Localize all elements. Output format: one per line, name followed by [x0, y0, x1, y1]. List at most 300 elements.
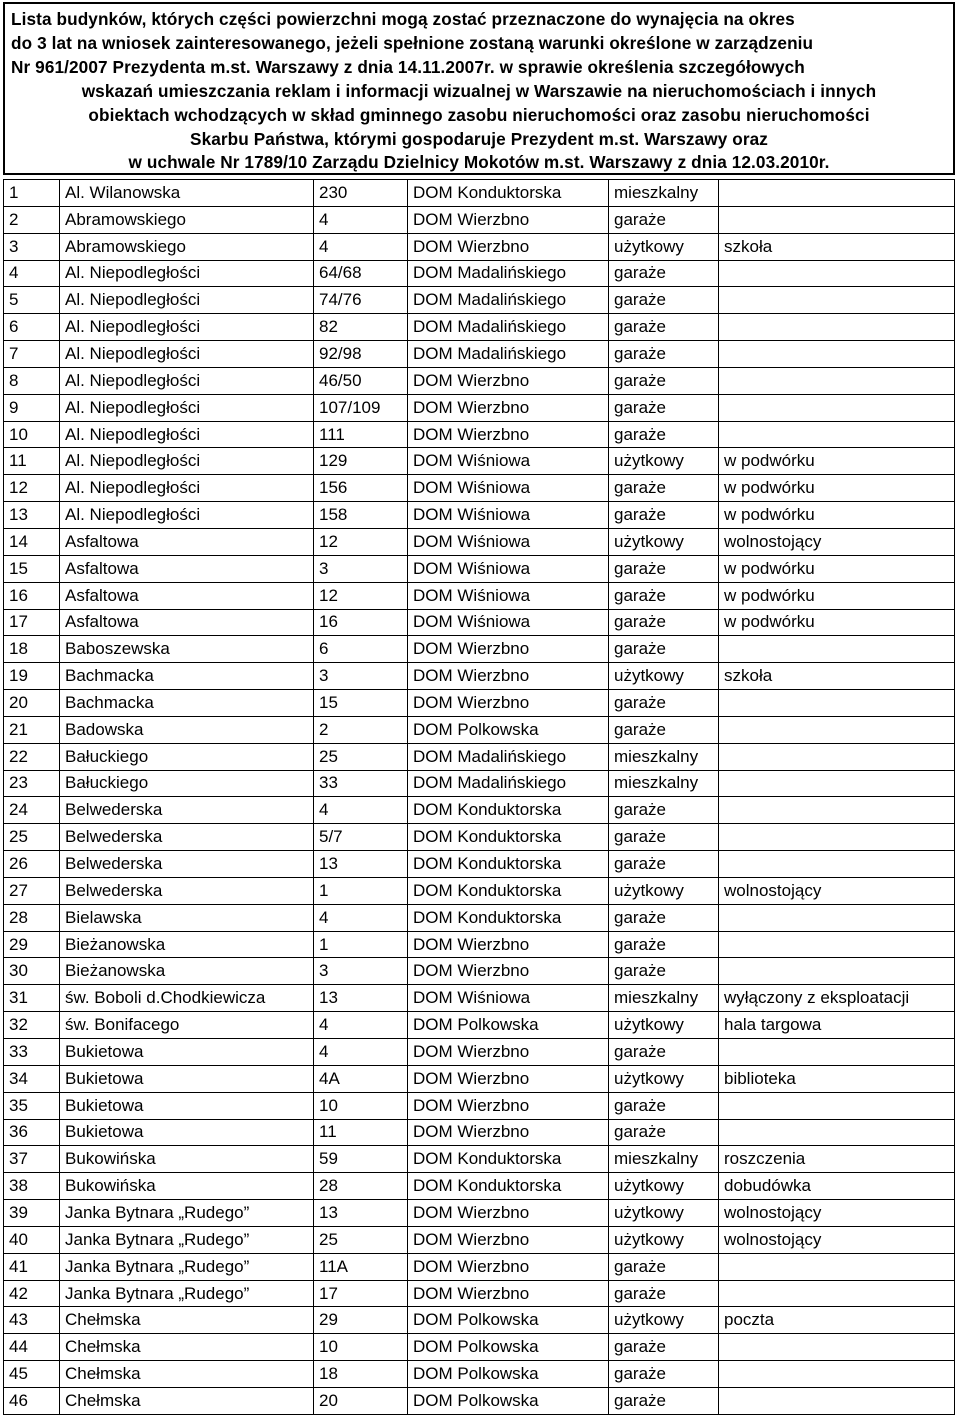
building-number-cell: 6	[314, 636, 408, 663]
table-row	[4, 475, 955, 502]
building-number-cell: 15	[314, 690, 408, 717]
building-type-cell: mieszkalny	[609, 743, 719, 770]
building-type-cell: mieszkalny	[609, 180, 719, 207]
remarks-cell	[719, 797, 955, 824]
table-row	[4, 636, 955, 663]
street-name-cell: Asfaltowa	[60, 555, 314, 582]
remarks-cell	[719, 367, 955, 394]
building-number-cell: 12	[314, 528, 408, 555]
row-number-cell: 42	[4, 1280, 60, 1307]
remarks-cell: w podwórku	[719, 448, 955, 475]
row-number-cell: 32	[4, 1012, 60, 1039]
remarks-cell	[719, 1253, 955, 1280]
building-number-cell: 156	[314, 475, 408, 502]
remarks-cell	[719, 421, 955, 448]
dom-unit-cell: DOM Polkowska	[408, 1361, 609, 1388]
street-name-cell: Bukowińska	[60, 1146, 314, 1173]
dom-unit-cell: DOM Wiśniowa	[408, 985, 609, 1012]
street-name-cell: Al. Niepodległości	[60, 421, 314, 448]
dom-unit-cell: DOM Wiśniowa	[408, 528, 609, 555]
remarks-cell: w podwórku	[719, 502, 955, 529]
row-number-cell: 34	[4, 1065, 60, 1092]
building-type-cell: garaże	[609, 851, 719, 878]
table-row	[4, 743, 955, 770]
dom-unit-cell: DOM Polkowska	[408, 1334, 609, 1361]
building-number-cell: 59	[314, 1146, 408, 1173]
building-type-cell: garaże	[609, 582, 719, 609]
table-row	[4, 904, 955, 931]
building-type-cell: użytkowy	[609, 448, 719, 475]
dom-unit-cell: DOM Madalińskiego	[408, 770, 609, 797]
dom-unit-cell: DOM Madalińskiego	[408, 314, 609, 341]
building-type-cell: użytkowy	[609, 663, 719, 690]
row-number-cell: 28	[4, 904, 60, 931]
street-name-cell: Belwederska	[60, 851, 314, 878]
street-name-cell: Janka Bytnara „Rudego”	[60, 1253, 314, 1280]
table-row	[4, 180, 955, 207]
street-name-cell: Bachmacka	[60, 690, 314, 717]
table-row	[4, 877, 955, 904]
row-number-cell: 35	[4, 1092, 60, 1119]
building-type-cell: garaże	[609, 260, 719, 287]
remarks-cell	[719, 1119, 955, 1146]
table-row	[4, 1334, 955, 1361]
building-number-cell: 13	[314, 985, 408, 1012]
building-number-cell: 25	[314, 1226, 408, 1253]
street-name-cell: Chełmska	[60, 1307, 314, 1334]
document-page	[3, 2, 955, 1415]
building-type-cell: garaże	[609, 314, 719, 341]
building-type-cell: garaże	[609, 555, 719, 582]
building-type-cell: mieszkalny	[609, 1146, 719, 1173]
building-number-cell: 2	[314, 716, 408, 743]
remarks-cell	[719, 770, 955, 797]
building-number-cell: 17	[314, 1280, 408, 1307]
table-row	[4, 1065, 955, 1092]
row-number-cell: 19	[4, 663, 60, 690]
dom-unit-cell: DOM Wiśniowa	[408, 448, 609, 475]
building-type-cell: garaże	[609, 502, 719, 529]
building-number-cell: 3	[314, 958, 408, 985]
table-row	[4, 233, 955, 260]
remarks-cell: wolnostojący	[719, 528, 955, 555]
remarks-cell	[719, 716, 955, 743]
dom-unit-cell: DOM Madalińskiego	[408, 743, 609, 770]
row-number-cell: 43	[4, 1307, 60, 1334]
row-number-cell: 15	[4, 555, 60, 582]
street-name-cell: Al. Niepodległości	[60, 260, 314, 287]
dom-unit-cell: DOM Konduktorska	[408, 1173, 609, 1200]
building-number-cell: 82	[314, 314, 408, 341]
dom-unit-cell: DOM Konduktorska	[408, 1146, 609, 1173]
building-number-cell: 10	[314, 1092, 408, 1119]
remarks-cell: w podwórku	[719, 555, 955, 582]
dom-unit-cell: DOM Madalińskiego	[408, 260, 609, 287]
remarks-cell	[719, 394, 955, 421]
table-row	[4, 582, 955, 609]
table-row	[4, 1200, 955, 1227]
table-row	[4, 609, 955, 636]
table-row	[4, 770, 955, 797]
building-type-cell: garaże	[609, 958, 719, 985]
dom-unit-cell: DOM Polkowska	[408, 1307, 609, 1334]
remarks-cell: roszczenia	[719, 1146, 955, 1173]
remarks-cell	[719, 1092, 955, 1119]
table-row	[4, 287, 955, 314]
remarks-cell	[719, 1039, 955, 1066]
header-line: w uchwale Nr 1789/10 Zarządu Dzielnicy Mokotów m.st. Warszawy z dnia 12.03.2010r.	[128, 152, 830, 173]
remarks-cell: biblioteka	[719, 1065, 955, 1092]
building-number-cell: 18	[314, 1361, 408, 1388]
dom-unit-cell: DOM Wierzbno	[408, 394, 609, 421]
row-number-cell: 17	[4, 609, 60, 636]
row-number-cell: 20	[4, 690, 60, 717]
row-number-cell: 24	[4, 797, 60, 824]
table-row	[4, 851, 955, 878]
row-number-cell: 25	[4, 824, 60, 851]
header-line: Nr 961/2007 Prezydenta m.st. Warszawy z dnia 14.11.2007r. w sprawie określenia szczegółowych	[11, 56, 805, 77]
document-header	[3, 2, 955, 175]
table-row	[4, 421, 955, 448]
building-type-cell: mieszkalny	[609, 770, 719, 797]
remarks-cell: szkoła	[719, 663, 955, 690]
table-row	[4, 1361, 955, 1388]
street-name-cell: Al. Niepodległości	[60, 367, 314, 394]
row-number-cell: 18	[4, 636, 60, 663]
row-number-cell: 29	[4, 931, 60, 958]
building-type-cell: garaże	[609, 287, 719, 314]
remarks-cell: w podwórku	[719, 609, 955, 636]
dom-unit-cell: DOM Wierzbno	[408, 421, 609, 448]
table-row	[4, 1226, 955, 1253]
building-type-cell: użytkowy	[609, 1012, 719, 1039]
row-number-cell: 3	[4, 233, 60, 260]
street-name-cell: Belwederska	[60, 824, 314, 851]
table-row	[4, 824, 955, 851]
building-type-cell: garaże	[609, 367, 719, 394]
row-number-cell: 41	[4, 1253, 60, 1280]
table-row	[4, 690, 955, 717]
remarks-cell: wolnostojący	[719, 1200, 955, 1227]
table-row	[4, 555, 955, 582]
row-number-cell: 5	[4, 287, 60, 314]
building-number-cell: 13	[314, 1200, 408, 1227]
building-type-cell: użytkowy	[609, 1226, 719, 1253]
remarks-cell: w podwórku	[719, 582, 955, 609]
building-number-cell: 29	[314, 1307, 408, 1334]
street-name-cell: św. Boboli d.Chodkiewicza	[60, 985, 314, 1012]
row-number-cell: 40	[4, 1226, 60, 1253]
dom-unit-cell: DOM Wierzbno	[408, 233, 609, 260]
dom-unit-cell: DOM Wiśniowa	[408, 609, 609, 636]
building-type-cell: użytkowy	[609, 1200, 719, 1227]
street-name-cell: Asfaltowa	[60, 528, 314, 555]
street-name-cell: Janka Bytnara „Rudego”	[60, 1280, 314, 1307]
building-number-cell: 107/109	[314, 394, 408, 421]
street-name-cell: Al. Wilanowska	[60, 180, 314, 207]
building-number-cell: 92/98	[314, 341, 408, 368]
building-type-cell: garaże	[609, 1280, 719, 1307]
table-row	[4, 1119, 955, 1146]
building-type-cell: garaże	[609, 609, 719, 636]
building-number-cell: 3	[314, 663, 408, 690]
street-name-cell: Bieżanowska	[60, 931, 314, 958]
building-number-cell: 4	[314, 206, 408, 233]
table-row	[4, 502, 955, 529]
building-type-cell: garaże	[609, 394, 719, 421]
remarks-cell: wolnostojący	[719, 877, 955, 904]
dom-unit-cell: DOM Wierzbno	[408, 1119, 609, 1146]
row-number-cell: 13	[4, 502, 60, 529]
remarks-cell	[719, 743, 955, 770]
row-number-cell: 21	[4, 716, 60, 743]
dom-unit-cell: DOM Wiśniowa	[408, 502, 609, 529]
building-number-cell: 16	[314, 609, 408, 636]
building-number-cell: 4A	[314, 1065, 408, 1092]
street-name-cell: Bałuckiego	[60, 743, 314, 770]
building-type-cell: mieszkalny	[609, 985, 719, 1012]
building-type-cell: garaże	[609, 797, 719, 824]
building-number-cell: 1	[314, 877, 408, 904]
building-type-cell: użytkowy	[609, 1307, 719, 1334]
table-row	[4, 206, 955, 233]
dom-unit-cell: DOM Wierzbno	[408, 206, 609, 233]
building-type-cell: garaże	[609, 1119, 719, 1146]
header-line: Lista budynków, których części powierzchni mogą zostać przeznaczone do wynajęcia na okres	[11, 9, 795, 29]
table-row	[4, 1092, 955, 1119]
remarks-cell: wolnostojący	[719, 1226, 955, 1253]
building-number-cell: 5/7	[314, 824, 408, 851]
street-name-cell: Belwederska	[60, 797, 314, 824]
row-number-cell: 44	[4, 1334, 60, 1361]
row-number-cell: 26	[4, 851, 60, 878]
street-name-cell: Abramowskiego	[60, 233, 314, 260]
table-row	[4, 528, 955, 555]
table-row	[4, 1307, 955, 1334]
street-name-cell: Al. Niepodległości	[60, 448, 314, 475]
dom-unit-cell: DOM Wiśniowa	[408, 475, 609, 502]
dom-unit-cell: DOM Wierzbno	[408, 663, 609, 690]
building-number-cell: 64/68	[314, 260, 408, 287]
dom-unit-cell: DOM Konduktorska	[408, 797, 609, 824]
street-name-cell: Bałuckiego	[60, 770, 314, 797]
street-name-cell: Asfaltowa	[60, 609, 314, 636]
street-name-cell: Chełmska	[60, 1361, 314, 1388]
remarks-cell	[719, 851, 955, 878]
dom-unit-cell: DOM Konduktorska	[408, 180, 609, 207]
table-row	[4, 797, 955, 824]
building-type-cell: garaże	[609, 636, 719, 663]
remarks-cell	[719, 958, 955, 985]
table-row	[4, 1387, 955, 1414]
buildings-table	[3, 179, 955, 1415]
remarks-cell: szkoła	[719, 233, 955, 260]
street-name-cell: Bukowińska	[60, 1173, 314, 1200]
dom-unit-cell: DOM Polkowska	[408, 716, 609, 743]
building-number-cell: 20	[314, 1387, 408, 1414]
dom-unit-cell: DOM Madalińskiego	[408, 341, 609, 368]
building-type-cell: garaże	[609, 1387, 719, 1414]
table-row	[4, 1039, 955, 1066]
row-number-cell: 31	[4, 985, 60, 1012]
building-number-cell: 25	[314, 743, 408, 770]
remarks-cell: hala targowa	[719, 1012, 955, 1039]
remarks-cell	[719, 287, 955, 314]
table-row	[4, 341, 955, 368]
building-type-cell: garaże	[609, 1092, 719, 1119]
row-number-cell: 33	[4, 1039, 60, 1066]
building-number-cell: 4	[314, 233, 408, 260]
street-name-cell: Bukietowa	[60, 1119, 314, 1146]
dom-unit-cell: DOM Konduktorska	[408, 824, 609, 851]
row-number-cell: 30	[4, 958, 60, 985]
table-row	[4, 367, 955, 394]
header-line: obiektach wchodzących w skład gminnego zasobu nieruchomości oraz zasobu nieruchomości	[88, 104, 870, 125]
row-number-cell: 38	[4, 1173, 60, 1200]
street-name-cell: Al. Niepodległości	[60, 314, 314, 341]
row-number-cell: 4	[4, 260, 60, 287]
remarks-cell	[719, 1334, 955, 1361]
remarks-cell	[719, 1387, 955, 1414]
row-number-cell: 22	[4, 743, 60, 770]
header-line: wskazań umieszczania reklam i informacji wizualnej w Warszawie na nieruchomościach i innych	[81, 80, 877, 101]
building-type-cell: użytkowy	[609, 233, 719, 260]
table-row	[4, 394, 955, 421]
table-row	[4, 1280, 955, 1307]
remarks-cell	[719, 636, 955, 663]
dom-unit-cell: DOM Wierzbno	[408, 1200, 609, 1227]
row-number-cell: 11	[4, 448, 60, 475]
street-name-cell: św. Bonifacego	[60, 1012, 314, 1039]
street-name-cell: Al. Niepodległości	[60, 287, 314, 314]
dom-unit-cell: DOM Wierzbno	[408, 1280, 609, 1307]
table-row	[4, 1012, 955, 1039]
building-type-cell: garaże	[609, 824, 719, 851]
building-number-cell: 111	[314, 421, 408, 448]
street-name-cell: Al. Niepodległości	[60, 394, 314, 421]
row-number-cell: 46	[4, 1387, 60, 1414]
dom-unit-cell: DOM Wierzbno	[408, 1065, 609, 1092]
row-number-cell: 8	[4, 367, 60, 394]
dom-unit-cell: DOM Wiśniowa	[408, 555, 609, 582]
building-number-cell: 230	[314, 180, 408, 207]
building-type-cell: użytkowy	[609, 528, 719, 555]
dom-unit-cell: DOM Wierzbno	[408, 1092, 609, 1119]
building-number-cell: 12	[314, 582, 408, 609]
dom-unit-cell: DOM Konduktorska	[408, 877, 609, 904]
building-type-cell: garaże	[609, 690, 719, 717]
building-number-cell: 4	[314, 1012, 408, 1039]
row-number-cell: 10	[4, 421, 60, 448]
table-row	[4, 716, 955, 743]
dom-unit-cell: DOM Wierzbno	[408, 636, 609, 663]
row-number-cell: 1	[4, 180, 60, 207]
dom-unit-cell: DOM Polkowska	[408, 1387, 609, 1414]
dom-unit-cell: DOM Wierzbno	[408, 1039, 609, 1066]
row-number-cell: 14	[4, 528, 60, 555]
row-number-cell: 45	[4, 1361, 60, 1388]
dom-unit-cell: DOM Wierzbno	[408, 958, 609, 985]
building-type-cell: garaże	[609, 904, 719, 931]
dom-unit-cell: DOM Wiśniowa	[408, 582, 609, 609]
building-type-cell: garaże	[609, 475, 719, 502]
remarks-cell	[719, 690, 955, 717]
remarks-cell	[719, 1280, 955, 1307]
table-row	[4, 1173, 955, 1200]
building-type-cell: garaże	[609, 931, 719, 958]
street-name-cell: Abramowskiego	[60, 206, 314, 233]
street-name-cell: Bachmacka	[60, 663, 314, 690]
building-type-cell: garaże	[609, 1253, 719, 1280]
remarks-cell: wyłączony z eksploatacji	[719, 985, 955, 1012]
building-type-cell: użytkowy	[609, 1065, 719, 1092]
table-row	[4, 314, 955, 341]
remarks-cell	[719, 824, 955, 851]
dom-unit-cell: DOM Wierzbno	[408, 1253, 609, 1280]
building-type-cell: garaże	[609, 421, 719, 448]
building-type-cell: garaże	[609, 1334, 719, 1361]
row-number-cell: 36	[4, 1119, 60, 1146]
building-number-cell: 74/76	[314, 287, 408, 314]
building-type-cell: garaże	[609, 1361, 719, 1388]
table-row	[4, 260, 955, 287]
street-name-cell: Baboszewska	[60, 636, 314, 663]
row-number-cell: 23	[4, 770, 60, 797]
remarks-cell	[719, 931, 955, 958]
building-number-cell: 3	[314, 555, 408, 582]
building-number-cell: 46/50	[314, 367, 408, 394]
street-name-cell: Janka Bytnara „Rudego”	[60, 1226, 314, 1253]
table-row	[4, 1146, 955, 1173]
dom-unit-cell: DOM Wierzbno	[408, 367, 609, 394]
dom-unit-cell: DOM Konduktorska	[408, 904, 609, 931]
table-row	[4, 663, 955, 690]
building-type-cell: garaże	[609, 1039, 719, 1066]
street-name-cell: Belwederska	[60, 877, 314, 904]
street-name-cell: Bielawska	[60, 904, 314, 931]
building-type-cell: garaże	[609, 341, 719, 368]
remarks-cell	[719, 341, 955, 368]
table-row	[4, 985, 955, 1012]
building-number-cell: 13	[314, 851, 408, 878]
row-number-cell: 9	[4, 394, 60, 421]
building-number-cell: 1	[314, 931, 408, 958]
row-number-cell: 39	[4, 1200, 60, 1227]
building-number-cell: 158	[314, 502, 408, 529]
building-number-cell: 129	[314, 448, 408, 475]
row-number-cell: 27	[4, 877, 60, 904]
street-name-cell: Bieżanowska	[60, 958, 314, 985]
dom-unit-cell: DOM Konduktorska	[408, 851, 609, 878]
row-number-cell: 37	[4, 1146, 60, 1173]
building-number-cell: 10	[314, 1334, 408, 1361]
building-number-cell: 33	[314, 770, 408, 797]
row-number-cell: 7	[4, 341, 60, 368]
row-number-cell: 16	[4, 582, 60, 609]
building-number-cell: 11A	[314, 1253, 408, 1280]
buildings-table-body	[4, 180, 955, 1415]
street-name-cell: Asfaltowa	[60, 582, 314, 609]
row-number-cell: 2	[4, 206, 60, 233]
building-type-cell: garaże	[609, 206, 719, 233]
dom-unit-cell: DOM Polkowska	[408, 1012, 609, 1039]
building-type-cell: garaże	[609, 716, 719, 743]
building-number-cell: 4	[314, 904, 408, 931]
street-name-cell: Chełmska	[60, 1334, 314, 1361]
remarks-cell	[719, 206, 955, 233]
street-name-cell: Badowska	[60, 716, 314, 743]
building-number-cell: 11	[314, 1119, 408, 1146]
